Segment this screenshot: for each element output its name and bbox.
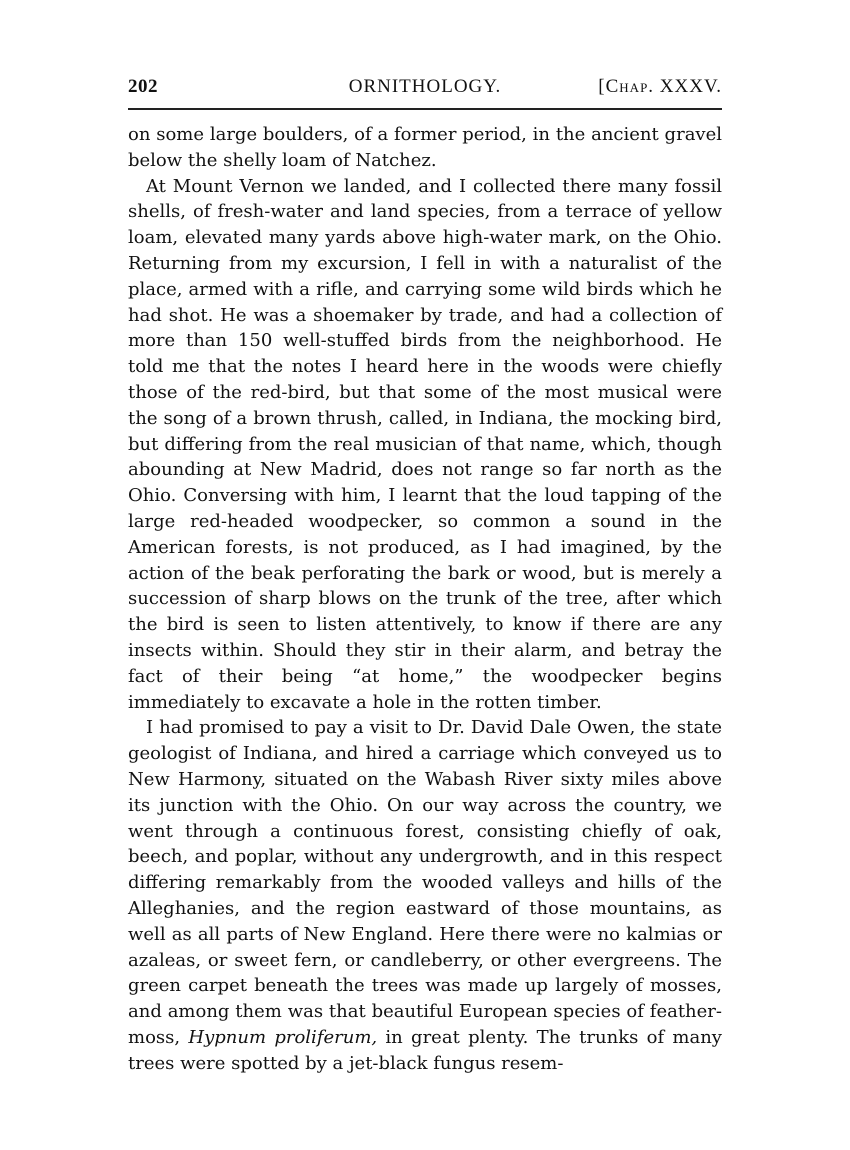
paragraph-continued: on some large boulders, of a former period, in the ancient gravel below the shelly loam of Natchez. (128, 124, 722, 171)
paragraph-new-harmony-text: I had promised to pay a visit to Dr. David Dale Owen, the state geologist of Indiana, and hired a carriage which conveyed us to New Harmony, situated on the Wabash River sixty miles above its junction with the Ohio. On our way across the country, we went through a continuous forest, consisting chiefly of oak, beech, and poplar, without any undergrowth, and in this respect differing remarkably from the wooded valleys and hills of the Alleghanies, and the region eastward of those mountains, as well as all parts of New England. Here there were no kalmias or azaleas, or sweet fern, or candleberry, or other evergreens. The green carpet beneath the trees was made up largely of mosses, and among them was that beautiful European species of feather-moss, (128, 717, 722, 1048)
page-number: 202 (128, 76, 158, 97)
body-text (128, 122, 722, 1076)
header-rule (128, 108, 722, 110)
running-title: ORNITHOLOGY. (348, 76, 502, 97)
paragraph-new-harmony-text-end: in great plenty. The trunks of many trees were spotted by a jet-black fungus resem- (128, 1026, 722, 1074)
paragraph-mount-vernon: At Mount Vernon we landed, and I collected there many fossil shells, of fresh-water and land species, from a terrace of yellow loam, elevated many yards above high-water mark, on the Ohio. Returning from my excursion, I fell in with a naturalist of the place, armed with a rifle, and carrying some wild birds which he had shot. He was a shoemaker by trade, and had a collection of more than 150 well-stuffed birds from the neighborhood. He told me that the notes I heard here in the woods were chiefly those of the red-bird, but that some of the most musical were the song of a brown thrush, called, in Indiana, the mocking bird, but differing from the real musician of that name, which, though abounding at New Madrid, does not range so far north as the Ohio. Conversing with him, I learnt that the loud tapping of the large red-headed woodpecker, so common a sound in the American forests, is not produced, as I had imagined, by the action of the beak perforating the bark or wood, but is merely a succession of sharp blows on the trunk of the tree, after which the bird is seen to listen attentively, to know if there are any insects within. Should they stir in their alarm, and betray the fact of their being “at home,” the woodpecker begins immediately to excavate a hole in the rotten timber. (128, 175, 722, 713)
running-head (128, 76, 722, 102)
paragraph-new-harmony (128, 715, 722, 1076)
chapter-reference: [Chap. XXXV. (598, 76, 722, 97)
species-name-italic: Hypnum proliferum, (188, 1026, 378, 1048)
